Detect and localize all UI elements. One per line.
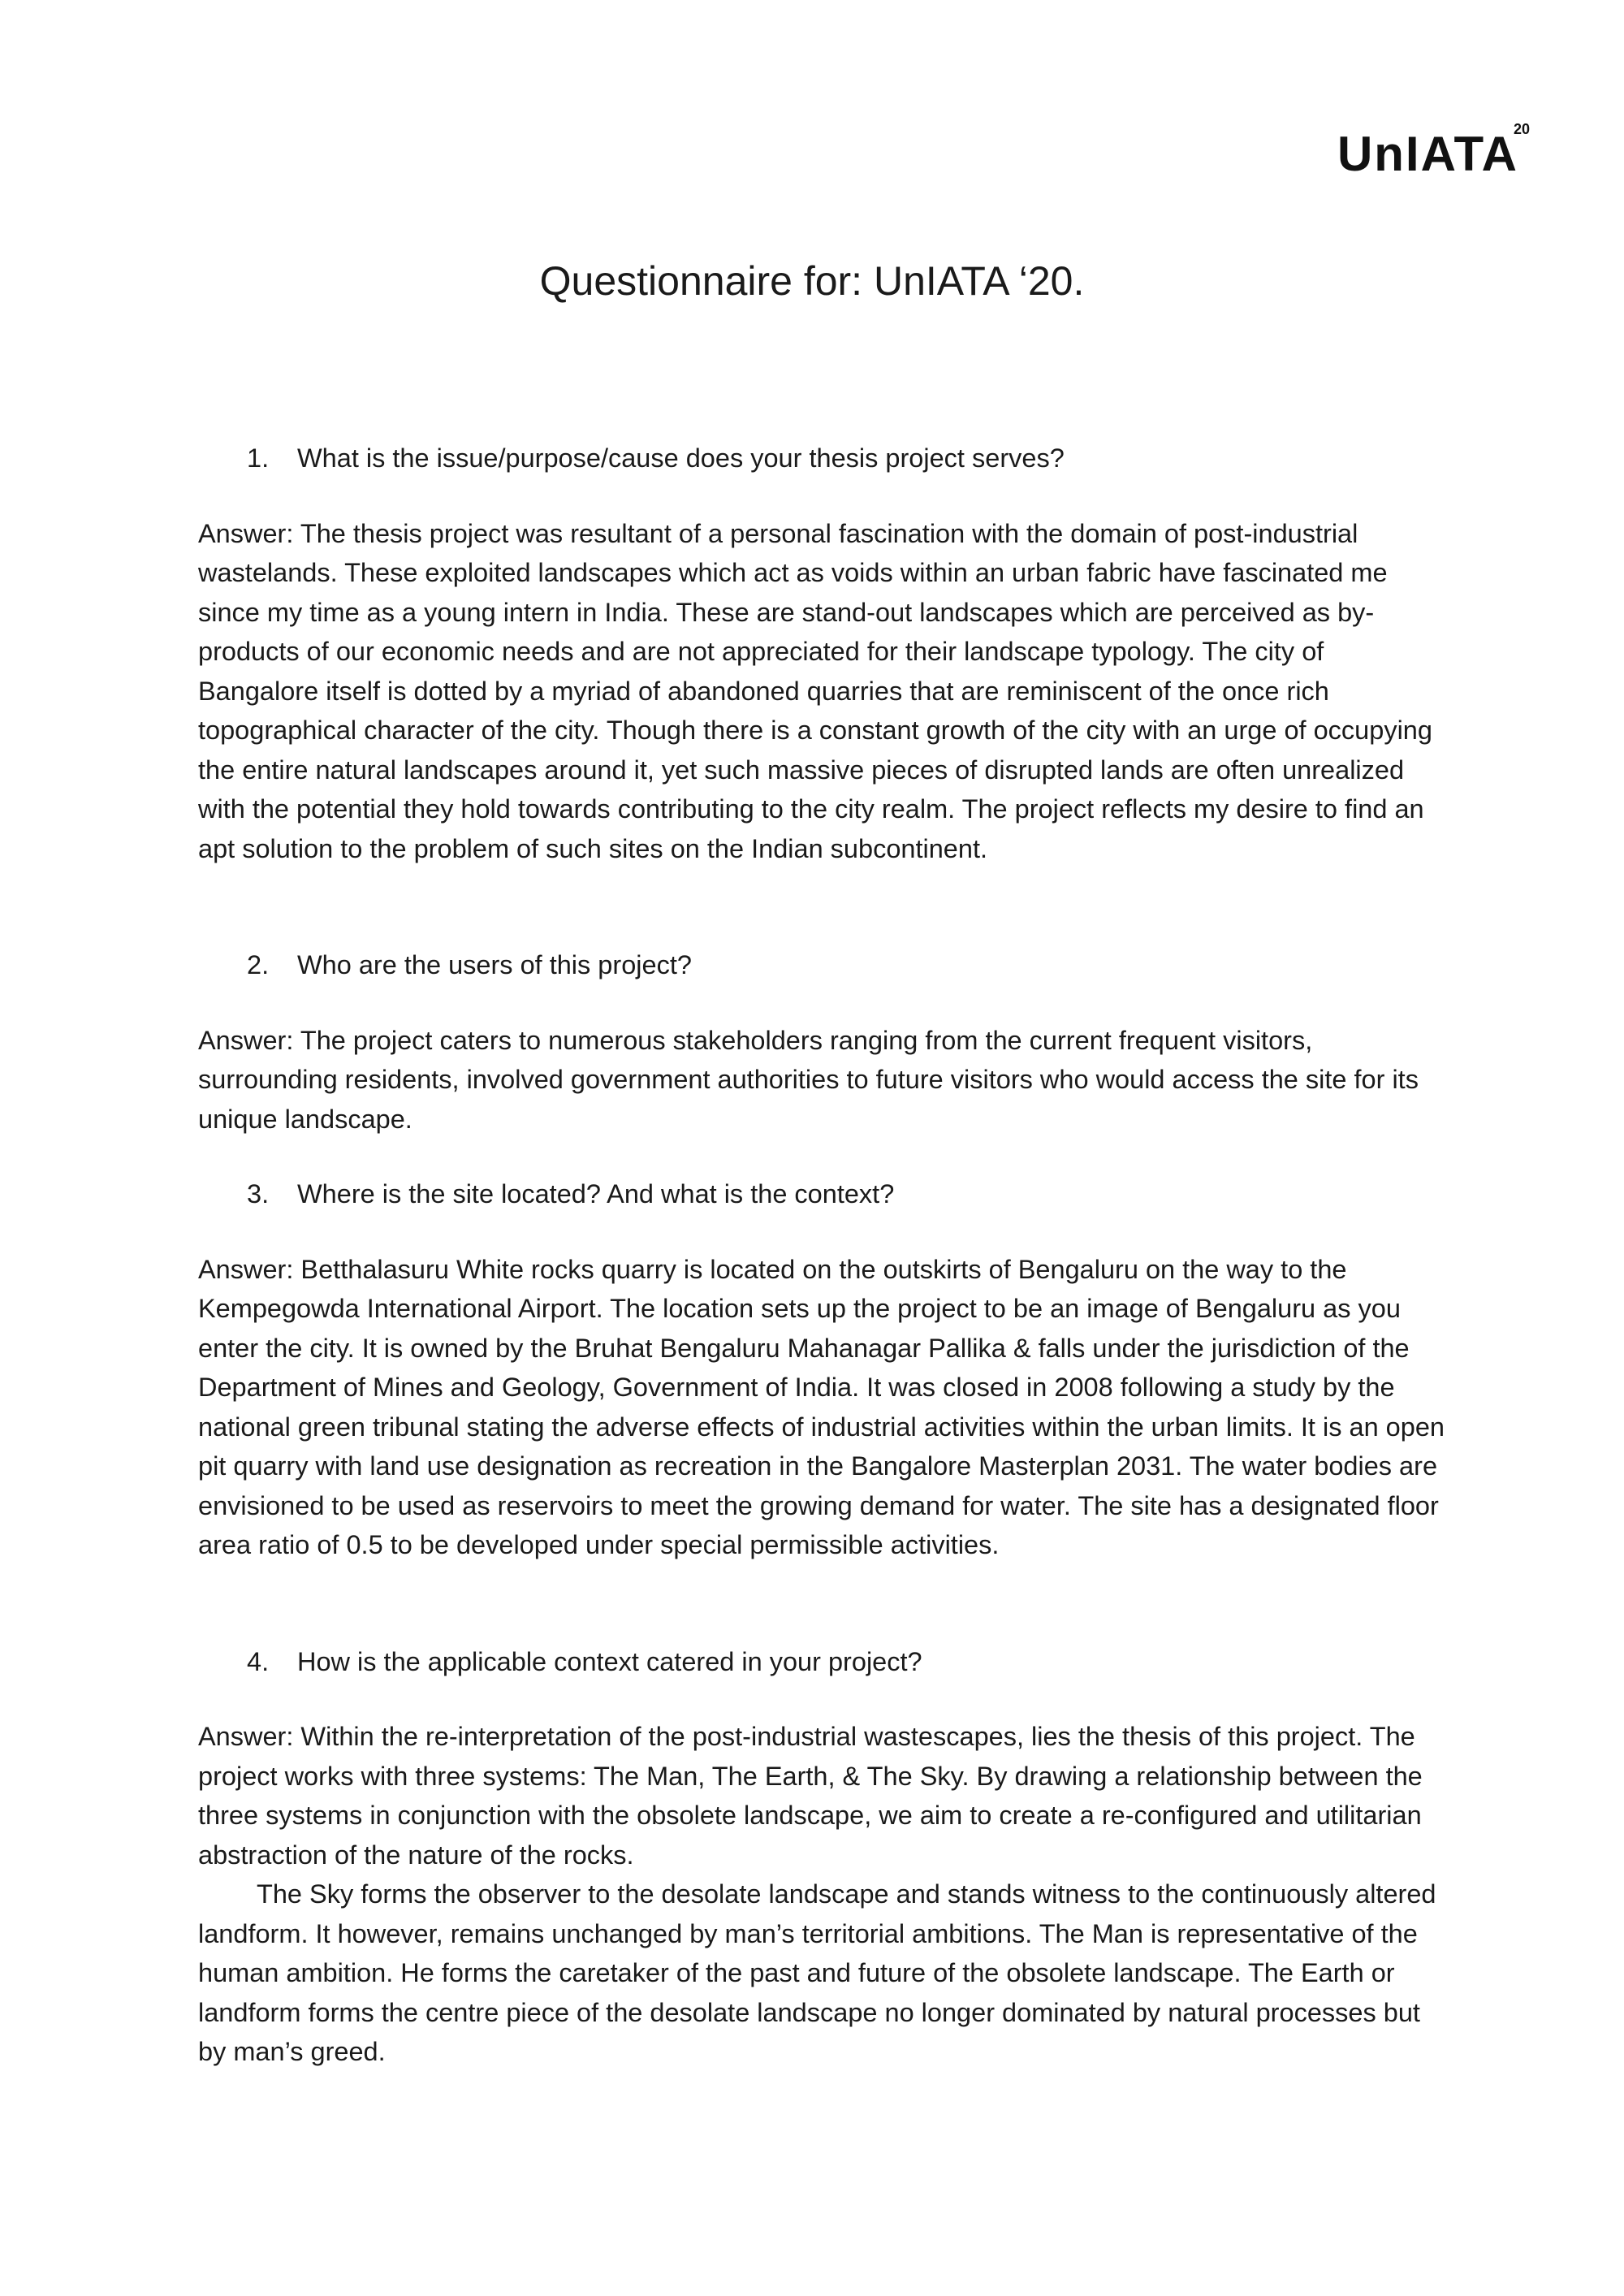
answer-1: Answer: The thesis project was resultant of a personal fascination with the domain of post-industrial wastelands. These exploited landscapes which act as voids within an urban fabric have fascinated me since my time as a young intern in India. These are stand-out landscapes which are perceived as by-products of our economic needs and are not appreciated for their landscape typology. The city of Bangalore itself is dotted by a myriad of abandoned quarries that are reminiscent of the once rich topographical character of the city. Though there is a constant growth of the city with an urge of occupying the entire natural landscapes around it, yet such massive pieces of disrupted lands are often unrealized with the potential they hold towards contributing to the city realm. The project reflects my desire to find an apt solution to the problem of such sites on the Indian subcontinent.	[198, 518, 1432, 863]
logo-superscript: 20	[1513, 121, 1530, 137]
question-text: Who are the users of this project?	[297, 950, 692, 979]
unIATA-logo	[1337, 121, 1530, 181]
question-3	[247, 1174, 1449, 1214]
answer-3: Answer: Betthalasuru White rocks quarry is located on the outskirts of Bengaluru on the way to the Kempegowda International Airport. The location sets up the project to be an image of Bengaluru as you enter the city. It is owned by the Bruhat Bengaluru Mahanagar Pallika & falls under the jurisdiction of the Department of Mines and Geology, Government of India. It was closed in 2008 following a study by the national green tribunal stating the adverse effects of industrial activities within the urban limits. It is an open pit quarry with land use designation as recreation in the Bangalore Masterplan 2031. The water bodies are envisioned to be used as reservoirs to meet the growing demand for water. The site has a designated floor area ratio of 0.5 to be developed under special permissible activities.	[198, 1254, 1445, 1559]
questionnaire-body	[198, 439, 1449, 2072]
question-number: 4.	[247, 1646, 270, 1676]
question-1	[247, 439, 1449, 478]
question-text: How is the applicable context catered in your project?	[297, 1646, 922, 1676]
question-number: 3.	[247, 1179, 270, 1209]
page-title: Questionnaire for: UnIATA ‘20.	[539, 258, 1085, 304]
question-number: 1.	[247, 443, 270, 473]
logo-text: UnIATA	[1337, 127, 1518, 181]
question-4	[247, 1642, 1449, 1682]
answer-4-continued: The Sky forms the observer to the desolate landscape and stands witness to the continuously altered landform. It however, remains unchanged by man’s territorial ambitions. The Man is representative of the human ambition. He forms the caretaker of the past and future of the obsolete landscape. The Earth or landform forms the centre piece of the desolate landscape no longer dominated by natural processes but by man’s greed.	[198, 1879, 1436, 2066]
answer-4: Answer: Within the re-interpretation of the post-industrial wastescapes, lies the thesis of this project. The project works with three systems: The Man, The Earth, & The Sky. By drawing a relationship between the three systems in conjunction with the obsolete landscape, we aim to create a re-configured and utilitarian abstraction of the nature of the rocks.	[198, 1722, 1423, 1870]
question-text: Where is the site located? And what is the context?	[297, 1179, 895, 1209]
question-text: What is the issue/purpose/cause does your thesis project serves?	[297, 443, 1065, 473]
answer-2: Answer: The project caters to numerous stakeholders ranging from the current frequent visitors, surrounding residents, involved government authorities to future visitors who would access the site for its unique landscape.	[198, 1025, 1419, 1134]
question-2	[247, 945, 1449, 985]
question-number: 2.	[247, 950, 270, 979]
